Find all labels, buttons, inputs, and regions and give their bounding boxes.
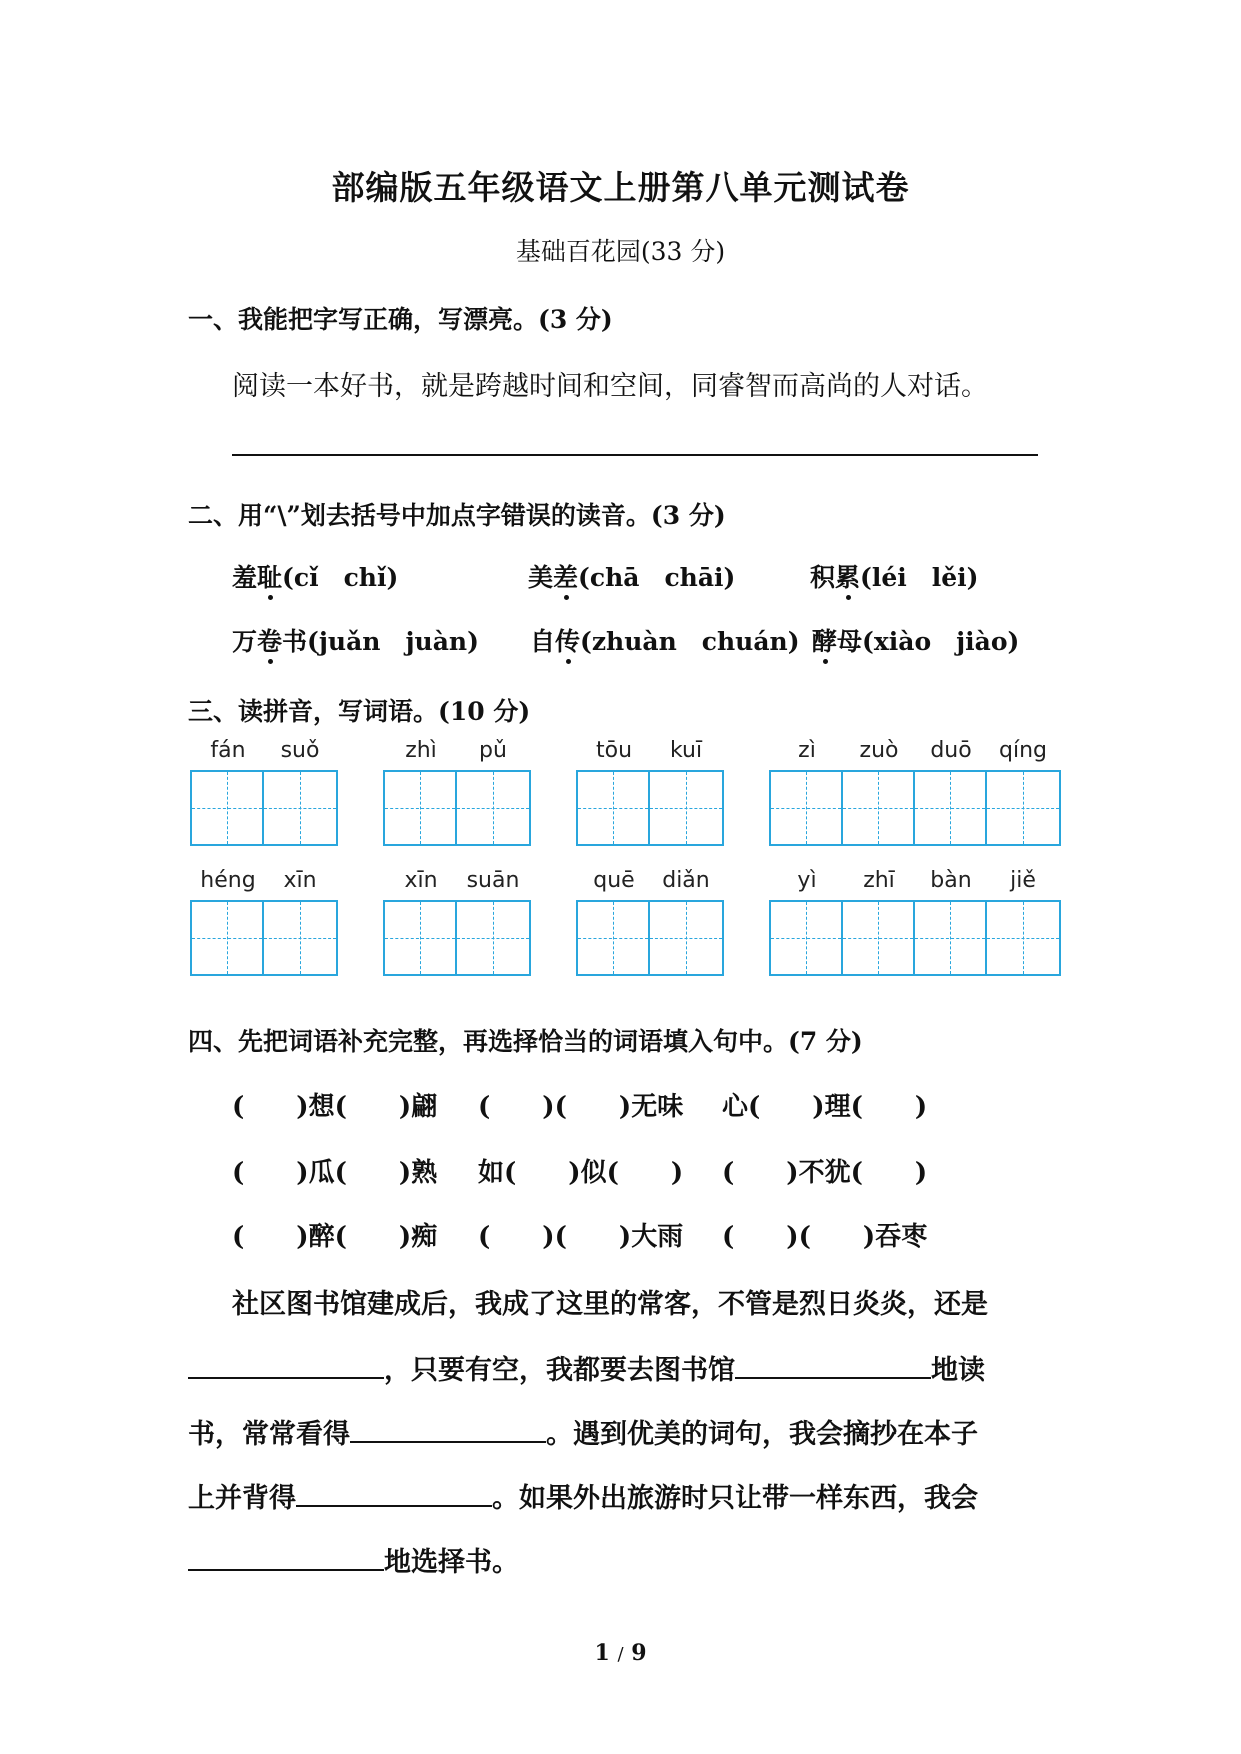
- para-line-1: 社区图书馆建成后，我成了这里的常客，不管是烈日炎炎，还是: [232, 1289, 988, 1320]
- tianzi-grid[interactable]: [769, 770, 1061, 846]
- tianzi-grid[interactable]: [190, 770, 338, 846]
- idiom-fill[interactable]: ( )( )无味: [478, 1092, 684, 1122]
- pinyin: zuò: [859, 738, 899, 763]
- pinyin: suān: [466, 868, 520, 893]
- para-line-4: 上并背得 。如果外出旅游时只让带一样东西，我会: [188, 1476, 978, 1515]
- tianzi-grid[interactable]: [383, 900, 531, 976]
- q2-item-2[interactable]: 美差(chā chāi): [528, 558, 735, 594]
- q1-heading: 一、我能把字写正确，写漂亮。(3 分): [188, 305, 613, 334]
- pinyin: qíng: [999, 738, 1047, 763]
- q4-heading: 四、先把词语补充完整，再选择恰当的词语填入句中。(7 分): [188, 1027, 863, 1056]
- pinyin: yì: [797, 868, 817, 893]
- pinyin: suǒ: [280, 738, 320, 763]
- q1-text: 阅读一本好书，就是跨越时间和空间，同睿智而高尚的人对话。: [232, 371, 988, 402]
- pinyin: bàn: [930, 868, 972, 893]
- pinyin: fán: [210, 738, 246, 763]
- section-subtitle: 基础百花园(33 分): [515, 237, 726, 266]
- pinyin: zhì: [405, 738, 437, 763]
- fill-blank[interactable]: [296, 1479, 492, 1507]
- pinyin: duō: [930, 738, 972, 763]
- fill-blank[interactable]: [188, 1543, 384, 1571]
- fill-blank[interactable]: [350, 1415, 546, 1443]
- tianzi-grid[interactable]: [190, 900, 338, 976]
- page-number: 1 / 9: [594, 1640, 647, 1666]
- idiom-fill[interactable]: 心( )理( ): [722, 1092, 928, 1122]
- idiom-fill[interactable]: ( )( )大雨: [478, 1222, 684, 1252]
- idiom-fill[interactable]: ( )不犹( ): [722, 1158, 928, 1188]
- tianzi-grid[interactable]: [769, 900, 1061, 976]
- pinyin: quē: [593, 868, 635, 893]
- q2-heading: 二、用“\”划去括号中加点字错误的读音。(3 分): [188, 501, 726, 530]
- q2-item-6[interactable]: 酵母(xiào jiào): [812, 622, 1019, 658]
- pinyin: pǔ: [479, 738, 507, 763]
- fill-blank[interactable]: [735, 1351, 931, 1379]
- q2-item-5[interactable]: 自传(zhuàn chuán): [530, 622, 800, 658]
- q3-heading: 三、读拼音，写词语。(10 分): [188, 697, 531, 726]
- idiom-fill[interactable]: ( )醉( )痴: [232, 1222, 438, 1252]
- pinyin: jiě: [1010, 868, 1036, 893]
- q2-item-4[interactable]: 万卷书(juǎn juàn): [232, 622, 479, 658]
- para-line-5: 地选择书。: [188, 1540, 519, 1579]
- tianzi-grid[interactable]: [383, 770, 531, 846]
- para-line-3: 书，常常看得 。遇到优美的词句，我会摘抄在本子: [188, 1412, 978, 1451]
- q2-item-3[interactable]: 积累(léi lěi): [810, 558, 979, 594]
- q2-item-1[interactable]: 羞耻(cǐ chǐ): [232, 558, 398, 594]
- fill-blank[interactable]: [188, 1351, 384, 1379]
- idiom-fill[interactable]: ( )瓜( )熟: [232, 1158, 438, 1188]
- idiom-fill[interactable]: 如( )似( ): [478, 1158, 684, 1188]
- pinyin: kuī: [669, 738, 703, 763]
- pinyin: tōu: [595, 738, 633, 763]
- idiom-fill[interactable]: ( )( )吞枣: [722, 1222, 928, 1252]
- pinyin: xīn: [404, 868, 438, 893]
- idiom-fill[interactable]: ( )想( )翩: [232, 1092, 438, 1122]
- tianzi-grid[interactable]: [576, 770, 724, 846]
- page-title: 部编版五年级语文上册第八单元测试卷: [331, 168, 910, 207]
- q1-writing-line[interactable]: [232, 454, 1038, 456]
- para-line-2: ，只要有空，我都要去图书馆 地读: [188, 1348, 985, 1387]
- tianzi-grid[interactable]: [576, 900, 724, 976]
- pinyin: diǎn: [662, 868, 710, 893]
- pinyin: zì: [798, 738, 816, 763]
- pinyin: héng: [200, 868, 256, 893]
- pinyin: xīn: [283, 868, 317, 893]
- pinyin: zhī: [863, 868, 895, 893]
